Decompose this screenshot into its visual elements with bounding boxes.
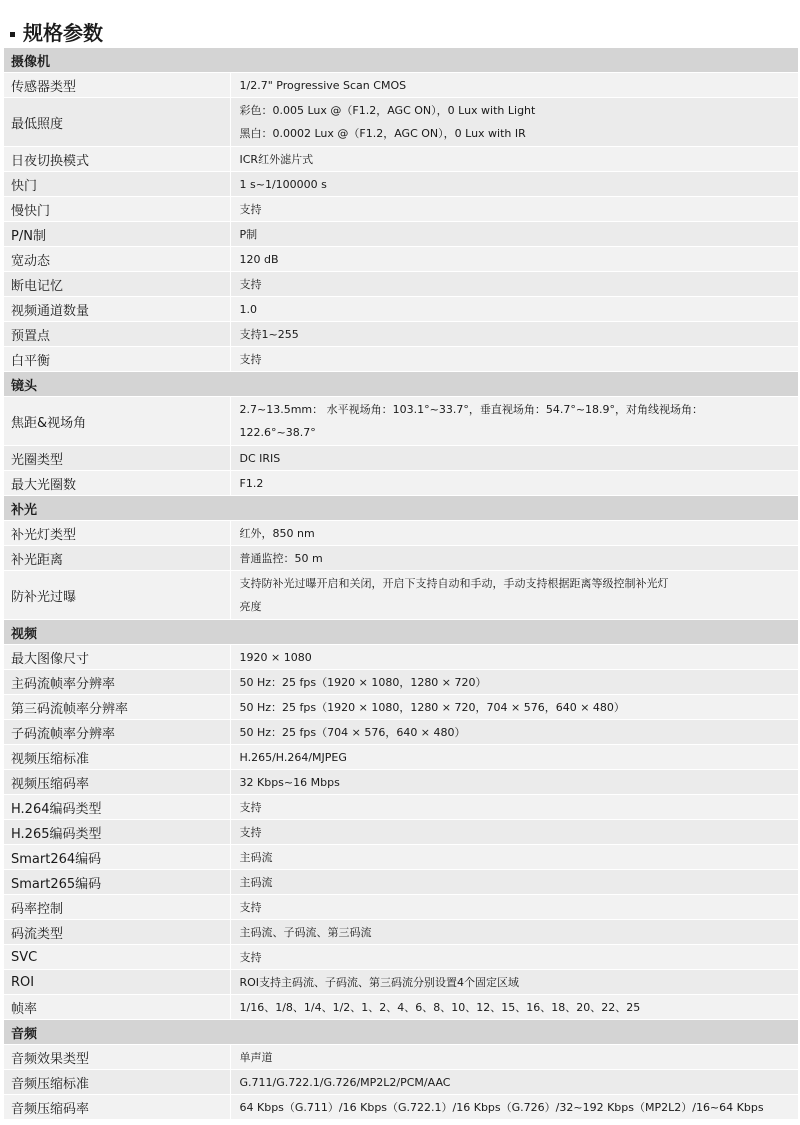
spec-value-line: 主码流 (239, 875, 273, 889)
spec-value-line: 支持 (239, 825, 262, 839)
spec-value-line: ICR红外滤片式 (239, 152, 314, 166)
spec-row (4, 521, 798, 546)
spec-row (4, 820, 798, 845)
spec-value (230, 272, 798, 297)
spec-value (230, 297, 798, 322)
spec-value-line: 亮度 (239, 600, 262, 613)
spec-value-line: 32 Kbps~16 Mbps (239, 775, 340, 789)
spec-value (230, 945, 798, 970)
spec-value-line: 普通监控：50 m (239, 551, 323, 565)
spec-row (4, 695, 798, 720)
spec-label: 视频压缩码率 (4, 770, 230, 795)
page-title (8, 18, 103, 48)
spec-value-line: F1.2 (239, 476, 264, 490)
spec-value (230, 895, 798, 920)
spec-value-line: 主码流 (239, 850, 273, 864)
bullet-icon (10, 32, 15, 37)
section-title: 镜头 (4, 372, 798, 397)
section-header (4, 372, 798, 397)
spec-label: Smart265编码 (4, 870, 230, 895)
spec-value-line: 支持 (239, 800, 262, 814)
spec-label: 码率控制 (4, 895, 230, 920)
spec-value-line: 主码流、子码流、第三码流 (239, 925, 372, 939)
spec-value-line: 支持 (239, 277, 262, 291)
spec-label: H.265编码类型 (4, 820, 230, 845)
spec-value (230, 820, 798, 845)
spec-value-line: 120 dB (239, 252, 279, 266)
spec-value (230, 745, 798, 770)
spec-row (4, 770, 798, 795)
spec-label: 断电记忆 (4, 272, 230, 297)
spec-row (4, 347, 798, 372)
spec-value (230, 795, 798, 820)
spec-value (230, 546, 798, 571)
spec-row (4, 1045, 798, 1070)
spec-label: 快门 (4, 172, 230, 197)
spec-value (230, 845, 798, 870)
spec-label: ROI (4, 970, 230, 995)
spec-row (4, 397, 798, 446)
section-title: 音频 (4, 1020, 798, 1045)
spec-label: 最低照度 (4, 98, 230, 147)
spec-value-line: 彩色：0.005 Lux @（F1.2，AGC ON），0 Lux with Light (239, 104, 536, 117)
spec-value (230, 870, 798, 895)
spec-label: 音频效果类型 (4, 1045, 230, 1070)
spec-label: 码流类型 (4, 920, 230, 945)
spec-value (230, 247, 798, 272)
spec-value (230, 995, 798, 1020)
spec-row (4, 845, 798, 870)
spec-row (4, 272, 798, 297)
spec-row (4, 147, 798, 172)
spec-row (4, 546, 798, 571)
spec-value-line: 1.0 (239, 302, 257, 316)
section-header (4, 48, 798, 73)
spec-value (230, 695, 798, 720)
spec-value (230, 147, 798, 172)
spec-value (230, 222, 798, 247)
spec-row (4, 895, 798, 920)
spec-label: 音频压缩标准 (4, 1070, 230, 1095)
spec-value-line: G.711/G.722.1/G.726/MP2L2/PCM/AAC (239, 1075, 451, 1089)
section-title: 视频 (4, 620, 798, 645)
spec-row (4, 1070, 798, 1095)
spec-value-line: P制 (239, 227, 258, 241)
spec-row (4, 571, 798, 620)
spec-row (4, 471, 798, 496)
spec-label: 最大图像尺寸 (4, 645, 230, 670)
spec-label: 第三码流帧率分辨率 (4, 695, 230, 720)
spec-label: 帧率 (4, 995, 230, 1020)
spec-label: P/N制 (4, 222, 230, 247)
spec-label: 补光距离 (4, 546, 230, 571)
spec-row (4, 795, 798, 820)
spec-value (230, 770, 798, 795)
spec-label: 视频通道数量 (4, 297, 230, 322)
spec-value-line: 50 Hz：25 fps（1920 × 1080，1280 × 720） (239, 675, 487, 689)
spec-label: Smart264编码 (4, 845, 230, 870)
spec-value (230, 720, 798, 745)
spec-value-line: ROI支持主码流、子码流、第三码流分别设置4个固定区域 (239, 975, 520, 989)
spec-value (230, 322, 798, 347)
spec-row (4, 920, 798, 945)
spec-value-line: 122.6°~38.7° (239, 426, 316, 439)
spec-label: 光圈类型 (4, 446, 230, 471)
spec-row (4, 247, 798, 272)
spec-table (4, 48, 798, 1120)
spec-value (230, 471, 798, 496)
spec-value (230, 670, 798, 695)
section-title: 摄像机 (4, 48, 798, 73)
section-header (4, 496, 798, 521)
spec-value-line: 1 s~1/100000 s (239, 177, 327, 191)
spec-label: 防补光过曝 (4, 571, 230, 620)
spec-value (230, 397, 798, 446)
spec-value-line: 2.7~13.5mm： 水平视场角：103.1°~33.7°，垂直视场角：54.7°~18.9°，对角线视场角： (239, 403, 704, 416)
spec-table-body (4, 48, 798, 1120)
spec-row (4, 446, 798, 471)
spec-label: 预置点 (4, 322, 230, 347)
spec-row (4, 1095, 798, 1120)
spec-value (230, 197, 798, 222)
spec-row (4, 870, 798, 895)
spec-value (230, 1045, 798, 1070)
spec-value-line: 64 Kbps（G.711）/16 Kbps（G.722.1）/16 Kbps（G.726）/32~192 Kbps（MP2L2）/16~64 Kbps (239, 1100, 764, 1114)
spec-label: 最大光圈数 (4, 471, 230, 496)
spec-value (230, 521, 798, 546)
spec-row (4, 297, 798, 322)
spec-value-line: 黑白：0.0002 Lux @（F1.2，AGC ON），0 Lux with IR (239, 127, 526, 140)
spec-label: 主码流帧率分辨率 (4, 670, 230, 695)
spec-row (4, 197, 798, 222)
spec-row (4, 670, 798, 695)
spec-value-line: 红外，850 nm (239, 526, 315, 540)
spec-value (230, 920, 798, 945)
spec-row (4, 322, 798, 347)
spec-label: 白平衡 (4, 347, 230, 372)
spec-row (4, 73, 798, 98)
spec-label: 音频压缩码率 (4, 1095, 230, 1120)
spec-label: 焦距&视场角 (4, 397, 230, 446)
spec-label: SVC (4, 945, 230, 970)
spec-value (230, 98, 798, 147)
spec-row (4, 745, 798, 770)
spec-value-line: 50 Hz：25 fps（1920 × 1080，1280 × 720，704 × 576，640 × 480） (239, 700, 625, 714)
spec-value-line: 支持 (239, 202, 262, 216)
spec-value (230, 172, 798, 197)
spec-row (4, 970, 798, 995)
spec-value-line: 1920 × 1080 (239, 650, 312, 664)
spec-value-line: 单声道 (239, 1050, 273, 1064)
spec-value (230, 73, 798, 98)
spec-value (230, 1095, 798, 1120)
spec-value (230, 571, 798, 620)
spec-value (230, 1070, 798, 1095)
spec-value-line: DC IRIS (239, 451, 281, 465)
spec-value (230, 970, 798, 995)
spec-label: 子码流帧率分辨率 (4, 720, 230, 745)
section-header (4, 620, 798, 645)
spec-value-line: 支持 (239, 900, 262, 914)
spec-value-line: 50 Hz：25 fps（704 × 576，640 × 480） (239, 725, 466, 739)
spec-label: 传感器类型 (4, 73, 230, 98)
spec-value-line: 支持1~255 (239, 327, 299, 341)
spec-label: 日夜切换模式 (4, 147, 230, 172)
page-title-text: 规格参数 (23, 21, 103, 45)
spec-row (4, 172, 798, 197)
spec-row (4, 645, 798, 670)
spec-label: 补光灯类型 (4, 521, 230, 546)
spec-row (4, 720, 798, 745)
spec-value (230, 446, 798, 471)
spec-row (4, 222, 798, 247)
spec-value-line: 支持 (239, 950, 262, 964)
spec-value (230, 645, 798, 670)
spec-value-line: 1/2.7" Progressive Scan CMOS (239, 78, 407, 92)
spec-label: 视频压缩标准 (4, 745, 230, 770)
spec-value-line: 1/16、1/8、1/4、1/2、1、2、4、6、8、10、12、15、16、18、20、22、25 (239, 1000, 641, 1014)
spec-row (4, 945, 798, 970)
spec-label: 慢快门 (4, 197, 230, 222)
spec-label: H.264编码类型 (4, 795, 230, 820)
spec-row (4, 995, 798, 1020)
spec-value-line: 支持 (239, 352, 262, 366)
spec-value (230, 347, 798, 372)
section-header (4, 1020, 798, 1045)
spec-value-line: H.265/H.264/MJPEG (239, 750, 347, 764)
spec-row (4, 98, 798, 147)
spec-label: 宽动态 (4, 247, 230, 272)
section-title: 补光 (4, 496, 798, 521)
spec-value-line: 支持防补光过曝开启和关闭，开启下支持自动和手动，手动支持根据距离等级控制补光灯 (239, 577, 669, 590)
